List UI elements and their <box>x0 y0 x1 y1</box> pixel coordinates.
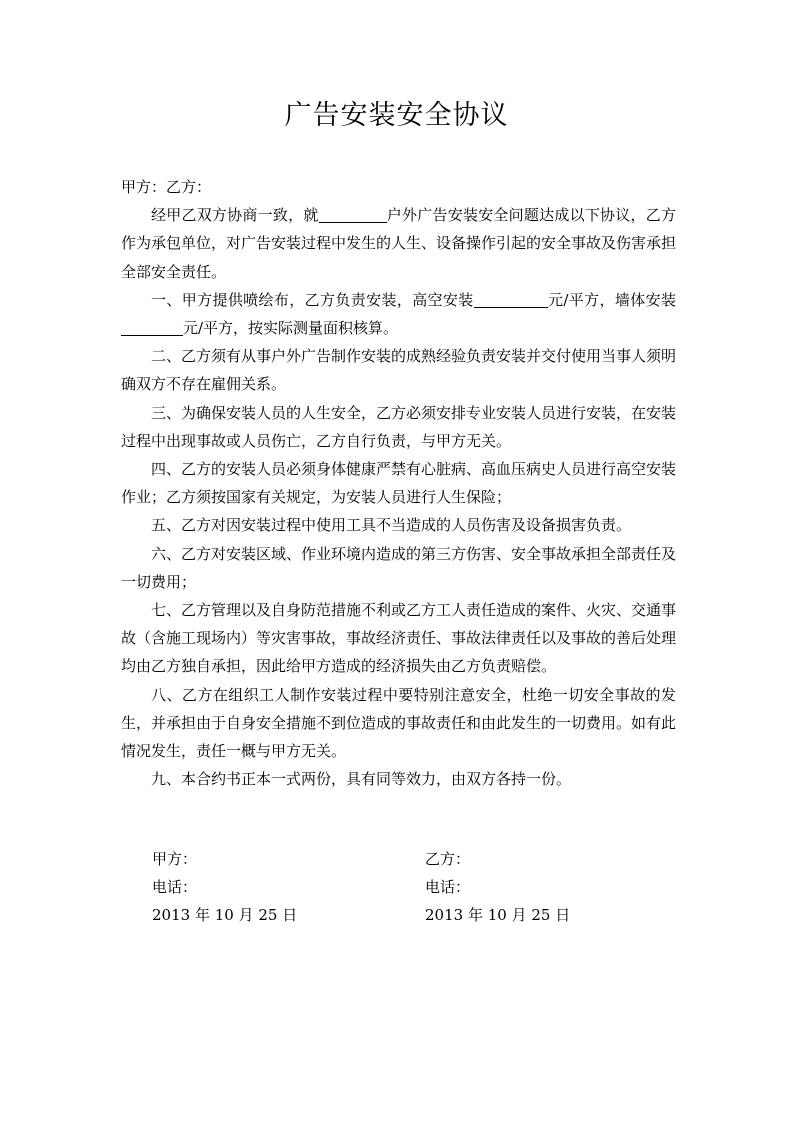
party-b-label: 乙方： <box>425 850 471 868</box>
document-title: 广告安装安全协议 <box>284 100 509 131</box>
document-body <box>121 173 676 793</box>
clause-8: 八、乙方在组织工人制作安装过程中要特别注意安全，杜绝一切安全事故的发生，并承担由于自身安全措施不到位造成的事故责任和由此发生的一切费用。如有此情况发生，责任一概与甲方无关。 <box>121 685 677 761</box>
clause-1-text-a: 一、甲方提供喷绘布，乙方负责安装，高空安装 <box>151 290 474 309</box>
party-b-phone-label: 电话： <box>425 878 471 897</box>
clause-1 <box>121 286 676 342</box>
wall-price-blank <box>121 319 183 336</box>
high-altitude-price-blank <box>474 291 548 308</box>
clause-1-text-c: 元/平方，按实际测量面积核算。 <box>183 319 399 338</box>
clause-6: 六、乙方对安装区域、作业环境内造成的第三方伤害、安全事故承担全部责任及一切费用； <box>121 544 677 591</box>
clause-7: 七、乙方管理以及自身防范措施不利或乙方工人责任造成的案件、火灾、交通事故（含施工现场内）等灾害事故，事故经济责任、事故法律责任以及事故的善后处理均由乙方独自承担，因此给甲方造成的经济损失由乙方负责赔偿。 <box>121 601 677 676</box>
clause-9: 九、本合约书正本一式两份，具有同等效力，由双方各持一份。 <box>151 770 572 789</box>
party-a-date: 2013 年 10 月 25 日 <box>152 906 298 925</box>
party-a-signature-block <box>152 845 297 930</box>
clause-3: 三、为确保安装人员的人生安全，乙方必须安排专业安装人员进行安装，在安装过程中出现事故或人员伤亡，乙方自行负责，与甲方无关。 <box>121 403 677 450</box>
intro-text-before: 经甲乙双方协商一致，就 <box>151 206 319 225</box>
party-b-signature-block <box>425 845 570 930</box>
party-b-date: 2013 年 10 月 25 日 <box>425 906 571 925</box>
intro-paragraph <box>121 201 676 286</box>
clause-1-text-b: 元/平方，墙体安装 <box>547 290 676 309</box>
clause-2: 二、乙方须有从事户外广告制作安装的成熟经验负责安装并交付使用当事人须明确双方不存在雇佣关系。 <box>121 347 677 394</box>
clause-5: 五、乙方对因安装过程中使用工具不当造成的人员伤害及设备损害负责。 <box>151 516 632 535</box>
party-a-label: 甲方： <box>152 850 198 868</box>
project-name-blank <box>319 206 387 223</box>
intro-text-after: 户外广告安装安全问题达成以下协议，乙方作为承包单位，对广告安装过程中发生的人生、设备操作引起的安全事故及伤害承担全部安全责任。 <box>121 206 677 281</box>
parties-line: 甲方：乙方： <box>121 178 212 196</box>
party-a-phone-label: 电话： <box>152 878 198 897</box>
clause-4: 四、乙方的安装人员必须身体健康严禁有心脏病、高血压病史人员进行高空安装作业；乙方须按国家有关规定，为安装人员进行人生保险； <box>121 460 677 507</box>
